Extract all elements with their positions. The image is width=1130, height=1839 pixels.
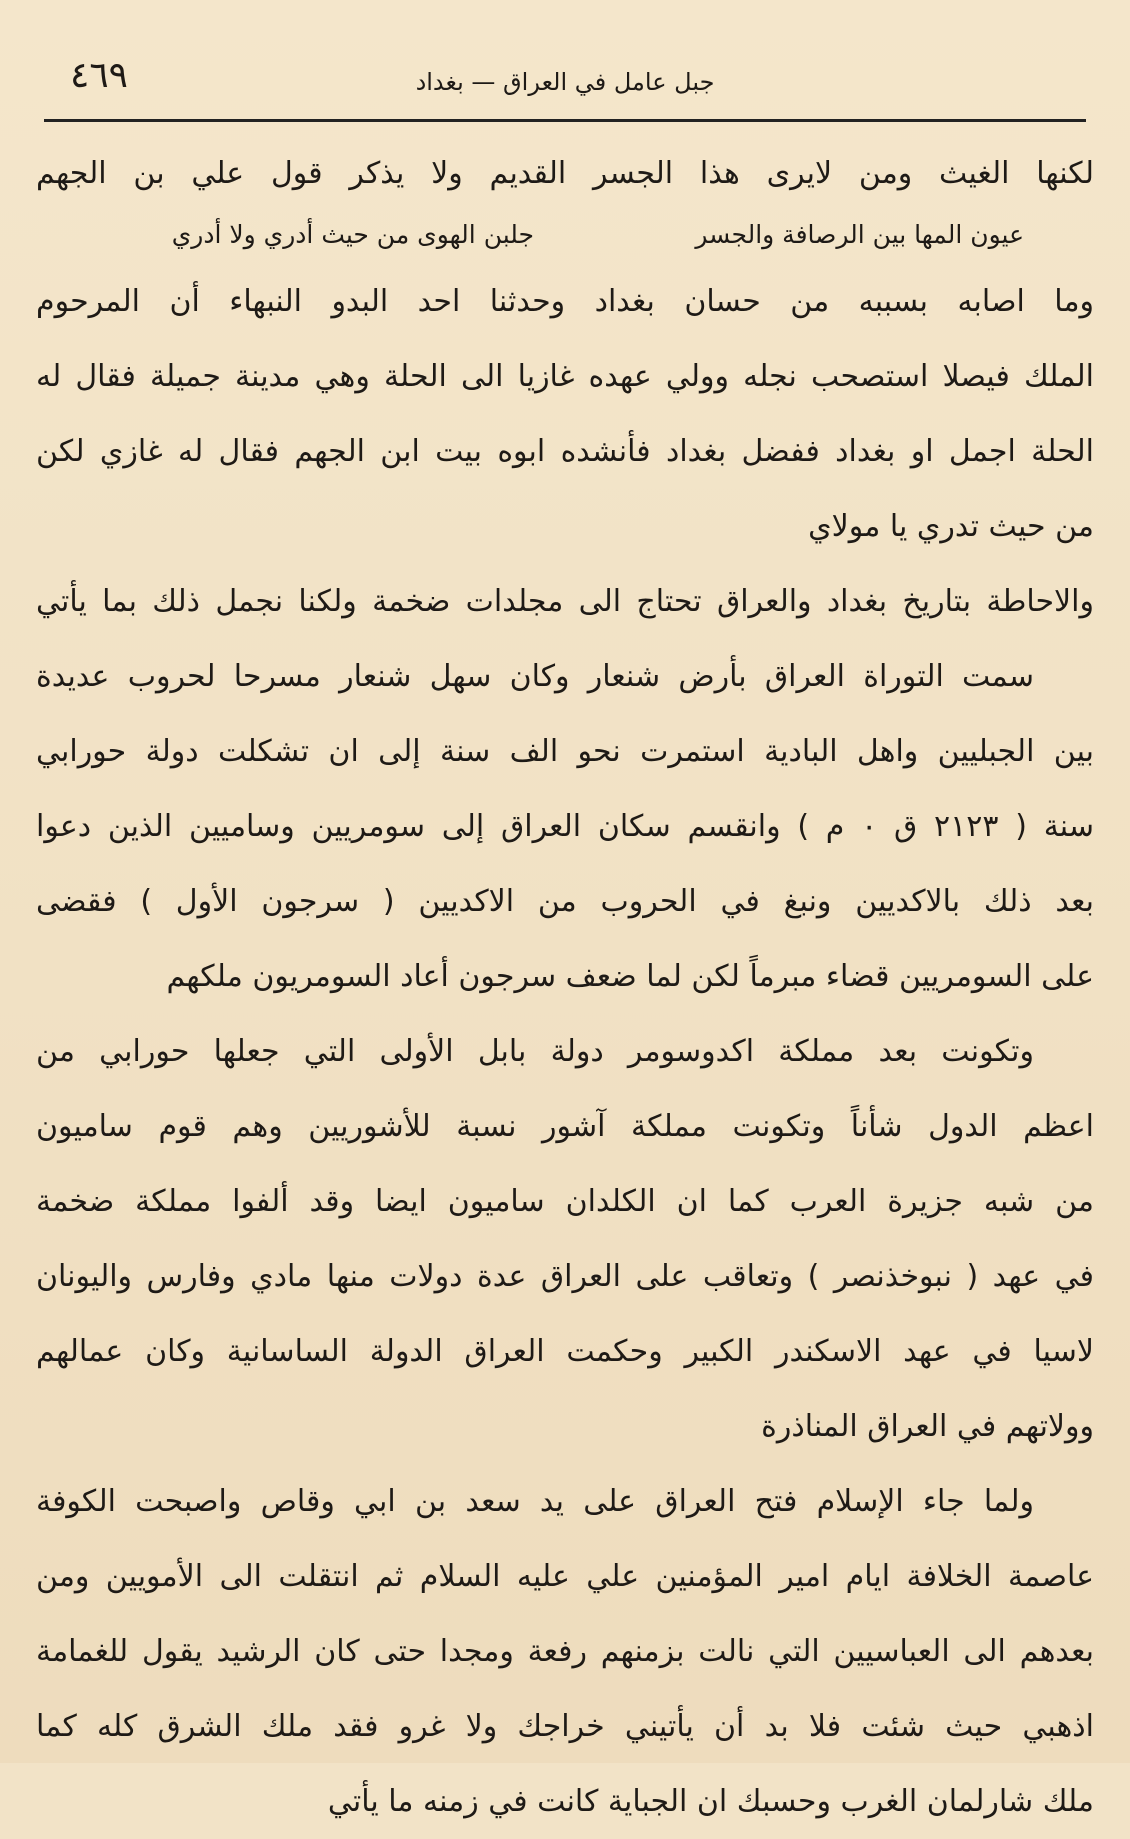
paragraph-first-line: وتكونت بعد مملكة اكدوسومر دولة بابل الأولى التي جعلها حورابي من	[36, 1034, 1034, 1069]
text-line: اذهبي حيث شئت فلا بد أن يأتيني خراجك ولا غرو فقد ملك الشرق كله كما	[36, 1709, 1094, 1744]
text-line: سمت التوراة العراق بأرض شنعار وكان سهل شنعار مسرحا لحروب عديدة	[36, 659, 1034, 694]
text-line: بين الجبليين واهل البادية استمرت نحو الف سنة إلى ان تشكلت دولة حورابي	[36, 734, 1094, 769]
text-line: اعظم الدول شأناً وتكونت مملكة آشور نسبة للأشوريين وهم قوم ساميون	[36, 1109, 1094, 1144]
poetry-verse	[36, 206, 1094, 264]
paragraph-first-line: ولما جاء الإسلام فتح العراق على يد سعد بن ابي وقاص واصبحت الكوفة	[36, 1484, 1034, 1519]
verse-hemistich-second: جلبن الهوى من حيث أدري ولا أدري	[171, 220, 534, 249]
text-line: لكنها الغيث ومن لايرى هذا الجسر القديم ولا يذكر قول علي بن الجهم	[36, 156, 1094, 191]
paragraph-first-line: والاحاطة بتاريخ بغداد والعراق تحتاج الى مجلدات ضخمة ولكنا نجمل ذلك بما يأتي	[36, 584, 1094, 619]
text-line: سنة ( ٢١٢٣ ق ٠ م ) وانقسم سكان العراق إلى سومريين وساميين الذين دعوا	[36, 809, 1094, 844]
text-line: لاسيا في عهد الاسكندر الكبير وحكمت العراق الدولة الساسانية وكان عمالهم	[36, 1334, 1094, 1369]
page-header	[44, 48, 1086, 118]
text-line: وولاتهم في العراق المناذرة	[761, 1409, 1094, 1444]
text-line: من حيث تدري يا مولاي	[808, 509, 1094, 544]
header-rule	[44, 119, 1086, 122]
text-line: من شبه جزيرة العرب كما ان الكلدان ساميون ايضا وقد ألفوا مملكة ضخمة	[36, 1184, 1094, 1219]
page-number: ٤٦٩	[70, 55, 129, 96]
verse-hemistich-first: عيون المها بين الرصافة والجسر	[695, 220, 1024, 249]
text-line: وما اصابه بسببه من حسان بغداد وحدثنا احد البدو النبهاء أن المرحوم	[36, 284, 1094, 319]
page-body	[36, 142, 1094, 1839]
text-line: الحلة اجمل او بغداد ففضل بغداد فأنشده ابوه بيت ابن الجهم فقال له غازي لكن	[36, 434, 1094, 469]
text-line: في عهد ( نبوخذنصر ) وتعاقب على العراق عدة دولات منها مادي وفارس واليونان	[36, 1259, 1094, 1294]
text-line: ملك شارلمان الغرب وحسبك ان الجباية كانت في زمنه ما يأتي	[327, 1784, 1094, 1819]
text-line: على السومريين قضاء مبرماً لكن لما ضعف سرجون أعاد السومريون ملكهم	[166, 959, 1094, 994]
text-line: عاصمة الخلافة ايام امير المؤمنين علي عليه السلام ثم انتقلت الى الأمويين ومن	[36, 1559, 1094, 1594]
running-title: جبل عامل في العراق — بغداد	[415, 68, 715, 96]
text-line: بعدهم الى العباسيين التي نالت بزمنهم رفعة ومجدا حتى كان الرشيد يقول للغمامة	[36, 1634, 1094, 1669]
text-line: بعد ذلك بالاكديين ونبغ في الحروب من الاكديين ( سرجون الأول ) فقضى	[36, 884, 1094, 919]
text-line: الملك فيصلا استصحب نجله وولي عهده غازيا الى الحلة وهي مدينة جميلة فقال له	[36, 359, 1094, 394]
